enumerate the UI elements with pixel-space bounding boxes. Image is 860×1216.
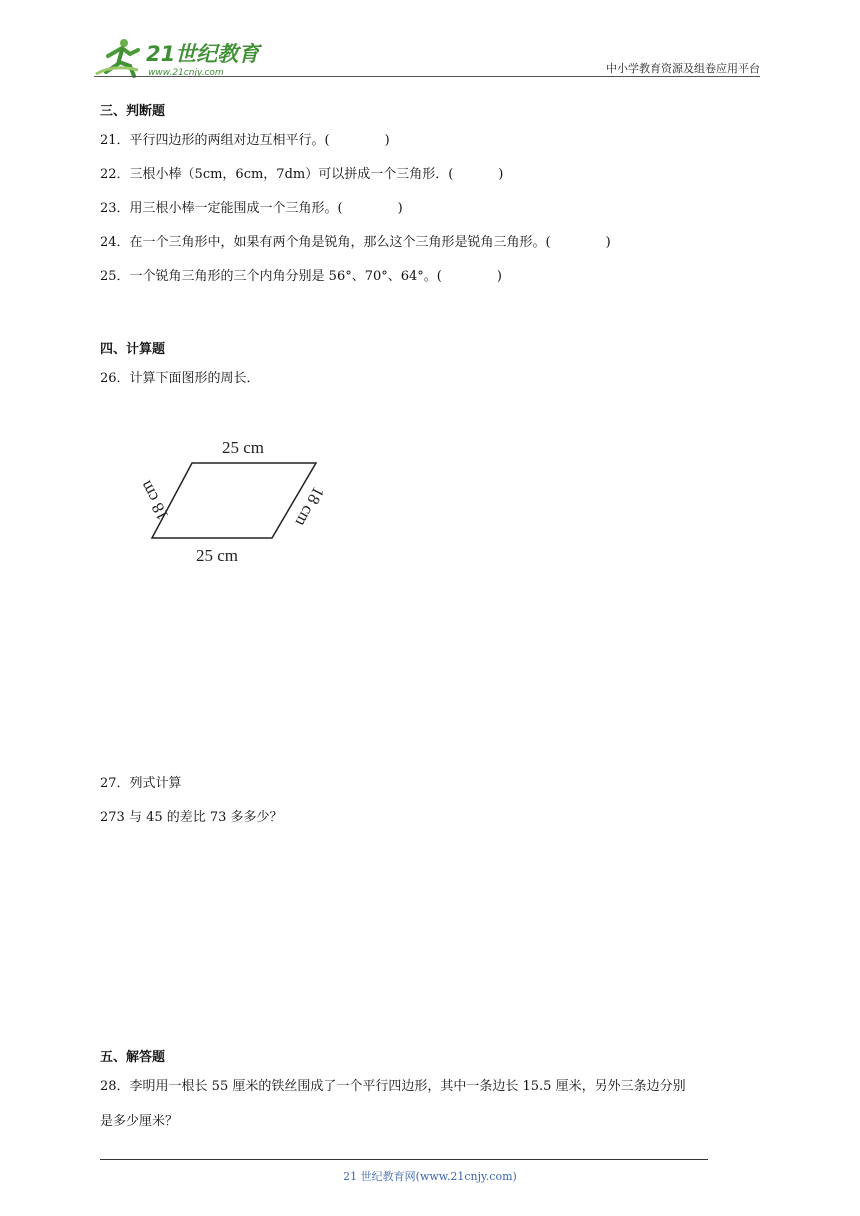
paren-close: ) xyxy=(498,167,504,182)
question-number: 26． xyxy=(100,371,130,386)
paren-close: ) xyxy=(605,235,611,250)
site-logo xyxy=(94,34,264,82)
runner-icon xyxy=(96,39,138,76)
paren-close: ) xyxy=(397,201,403,216)
platform-name: 中小学教育资源及组卷应用平台 xyxy=(606,62,760,75)
parallelogram-figure xyxy=(130,428,340,576)
question-text: 计算下面图形的周长． xyxy=(129,371,260,386)
question-number: 28． xyxy=(100,1079,130,1094)
question-number: 25． xyxy=(100,269,130,284)
top-side-label: 25 cm xyxy=(221,438,265,457)
question-text: 平行四边形的两组对边互相平行。( xyxy=(129,133,330,148)
parallelogram-shape xyxy=(152,463,316,538)
question-text: 三根小棒（5cm，6cm，7dm）可以拼成一个三角形．( xyxy=(129,167,454,182)
question-23 xyxy=(100,197,403,216)
question-text: 用三根小棒一定能围成一个三角形。( xyxy=(129,201,343,216)
section-title-calc: 四、计算题 xyxy=(100,342,166,357)
question-24 xyxy=(100,231,611,250)
logo-url: www.21cnjy.com xyxy=(148,68,224,78)
logo-text: 21世纪教育 xyxy=(146,42,260,66)
header-divider xyxy=(94,76,760,77)
question-number: 22． xyxy=(100,167,130,182)
question-28 xyxy=(100,1075,686,1094)
question-27 xyxy=(100,772,182,791)
question-28-cont: 是多少厘米？ xyxy=(100,1114,179,1129)
question-text: 一个锐角三角形的三个内角分别是 56°、70°、64°。( xyxy=(129,269,442,284)
right-side-label: 18 cm xyxy=(291,483,329,530)
question-25 xyxy=(100,265,502,284)
left-side-label: 18 cm xyxy=(135,477,173,524)
question-26 xyxy=(100,367,260,386)
bottom-side-label: 25 cm xyxy=(195,546,239,565)
question-21 xyxy=(100,129,390,148)
section-title-judge: 三、判断题 xyxy=(100,104,166,119)
question-text: 列式计算 xyxy=(129,776,182,791)
question-text: 李明用一根长 55 厘米的铁丝围成了一个平行四边形，其中一条边长 15.5 厘米，另外三条边分别 xyxy=(129,1079,686,1094)
question-text: 在一个三角形中，如果有两个角是锐角，那么这个三角形是锐角三角形。( xyxy=(129,235,551,250)
question-number: 24． xyxy=(100,235,130,250)
paren-close: ) xyxy=(384,133,390,148)
question-number: 23． xyxy=(100,201,130,216)
footer-divider xyxy=(100,1159,708,1160)
footer-text: 21 世纪教育网(www.21cnjy.com) xyxy=(343,1170,517,1183)
question-22 xyxy=(100,163,503,182)
question-number: 21． xyxy=(100,133,130,148)
paren-close: ) xyxy=(496,269,502,284)
question-27-sub: 273 与 45 的差比 73 多多少？ xyxy=(100,810,283,825)
section-title-solve: 五、解答题 xyxy=(100,1050,166,1065)
question-number: 27． xyxy=(100,776,130,791)
